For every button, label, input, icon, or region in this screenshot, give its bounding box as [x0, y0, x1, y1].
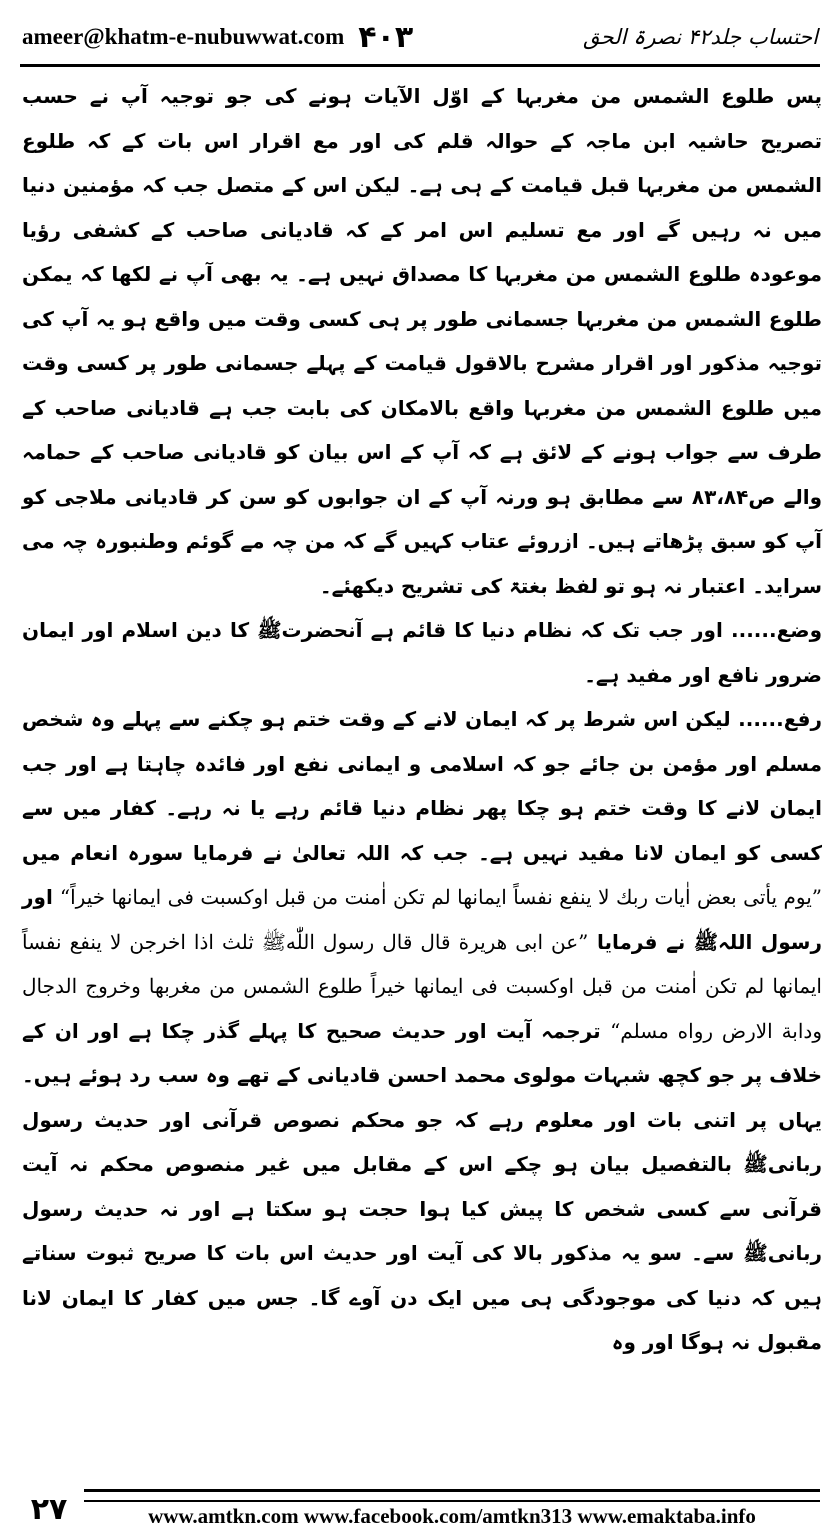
header-rule	[20, 64, 820, 67]
footer-rule	[84, 1489, 820, 1502]
page-footer	[20, 1486, 820, 1532]
rafa-text-after: ترجمہ آیت اور حدیث صحیح کا پہلے گذر چکا ہے اور ان کے خلاف پر جو کچھ شبہات مولوی محمد احسن قادیانی کے تھے وہ سب رد ہوئے ہیں۔ یہاں پر اتنی بات اور معلوم رہے کہ جو محکم نصوص قرآنی اور حدیث رسول ربانیﷺ بالتفصیل بیان ہو چکے اس کے مقابل میں غیر منصوص محکم نہ آیت قرآنی سے کسی شخص کا پیش کیا ہوا حجت ہو سکتا ہے اور نہ حدیث رسول ربانیﷺ سے۔ سو یہ مذکور بالا کی آیت اور حدیث اس بات کا صریح ثبوت سناتے ہیں کہ دنیا کی موجودگی ہی میں ایک دن آوے گا۔ جس میں کفار کا ایمان لانا مقبول نہ ہوگا اور وہ	[22, 1018, 822, 1354]
rafa-text-middle: اور رسول اللہﷺ نے فرمایا	[22, 885, 822, 954]
wada-label: وضع......	[731, 618, 823, 642]
wada-text: اور جب تک کہ نظام دنیا کا قائم ہے آنحضرتﷺ کا دین اسلام اور ایمان ضرور نافع اور مفید ہے۔	[22, 618, 822, 687]
rafa-paragraph	[22, 697, 822, 1365]
paragraph-1: پس طلوع الشمس من مغربہا کے اوّل الآیات ہونے کی جو توجیہ آپ نے حسب تصریح حاشیہ ابن ماجہ کے حوالہ قلم کی اور مع اقرار اس بات کے کہ طلوع الشمس من مغربہا قبل قیامت کے ہی ہے۔ لیکن اس کے متصل جب کہ مؤمنین دنیا میں نہ رہیں گے اور مع تسلیم اس امر کے کہ قادیانی صاحب کے کشفی رؤیا موعودہ طلوع الشمس من مغربہا کا مصداق نہیں ہے۔ یہ بھی آپ نے لکھا کہ یمکن طلوع الشمس من مغربہا جسمانی طور پر ہی کسی وقت میں واقع ہو یہ آپ کی توجیہ مذکور اور اقرار مشرح بالاقول قیامت کے پہلے جسمانی طور پر کسی وقت میں طلوع الشمس من مغربہا واقع بالامکان کی بابت جب ہے قادیانی صاحب کے طرف سے جواب ہونے کے لائق ہے کہ آپ کے اس بیان کو قادیانی صاحب کے حمامہ والے ص۸۳،۸۴ سے مطابق ہو ورنہ آپ کے ان جوابوں کو سن کر قادیانی ملاجی کو آپ کو سبق پڑھاتے ہیں۔ ازروئے عتاب کہیں گے کہ من چہ مے گوئم وطنبورہ چہ می سراید۔ اعتبار نہ ہو تو لفظ بغتۃ کی تشریح دیکھئے۔	[22, 84, 823, 598]
hadith-quote: ”عن ابی هریرة قال قال رسول اللّٰهﷺ ثلث اذا اخرجن لا ینفع نفساً ایمانها لم تكن اٰمنت من قبل اوكسبت فی ایمانها خیراً طلوع الشمس من مغربها وخروج الدجال ودابة الارض رواه مسلم“	[22, 929, 822, 1043]
header-left	[22, 20, 413, 55]
rafa-label: رفع......	[738, 707, 822, 731]
footer-serial-number: ۲۷	[30, 1491, 68, 1527]
wada-paragraph	[22, 608, 822, 697]
rafa-text-before: لیکن اس شرط پر کہ ایمان لانے کے وقت ختم ہو چکنے سے پہلے وہ شخص مسلم اور مؤمن بن جائے جو کہ اسلامی و ایمانی نفع اور فائدہ چاہتا ہے اور جب ایمان لانے کا وقت ختم ہو چکا پھر نظام دنیا قائم رہے یا نہ رہے۔ کفار میں سے کسی کو ایمان لانا مفید نہیں ہے۔ جب کہ اللہ تعالیٰ نے فرمایا سورہ انعام میں	[22, 707, 822, 865]
page-body	[22, 74, 822, 1365]
footer-bar	[84, 1489, 820, 1529]
footer-urls: www.amtkn.com www.facebook.com/amtkn313 www.emaktaba.info	[148, 1504, 756, 1528]
quran-quote: ”یوم یأتی بعض اٰیات ربك لا ینفع نفساً ایمانها لم تكن اٰمنت من قبل اوكسبت فی ایمانها خیراً“	[59, 885, 822, 909]
header-email: ameer@khatm-e-nubuwwat.com	[22, 24, 345, 49]
page-header	[22, 14, 818, 60]
page-number: ۴۰۳	[358, 19, 414, 55]
running-title: احتساب جلد۴۲ نصرۃ الحق	[583, 25, 818, 49]
